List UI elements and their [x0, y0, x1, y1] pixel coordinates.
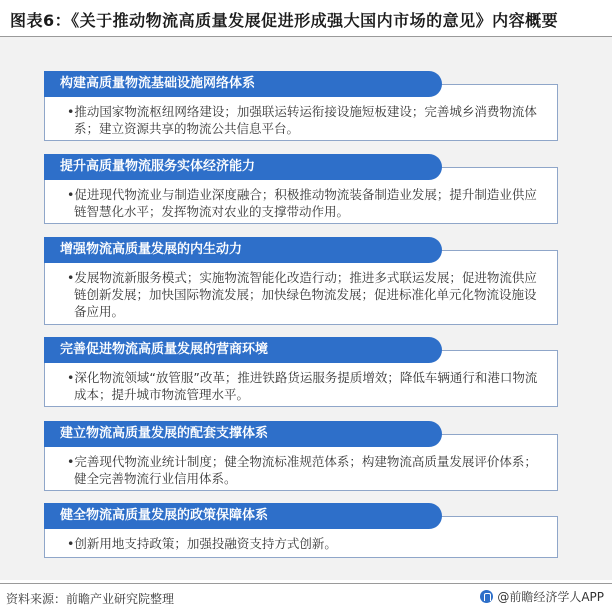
bullet-text: •深化物流领域“放管服”改革；推进铁路货运服务提质增效；降低车辆通行和港口物流成本；提升城市物流管理水平。 — [67, 370, 538, 402]
section-heading: 提升高质量物流服务实体经济能力 — [44, 154, 442, 180]
section-bullet — [67, 186, 547, 220]
content-panel — [0, 37, 612, 580]
bullet-text: •创新用地支持政策；加强投融资支持方式创新。 — [67, 536, 337, 551]
section-heading: 健全物流高质量发展的政策保障体系 — [44, 503, 442, 529]
figure-title: 图表6：《关于推动物流高质量发展促进形成强大国内市场的意见》内容概要 — [10, 11, 559, 30]
source-note: 资料来源：前瞻产业研究院整理 — [6, 592, 175, 606]
section-bullet — [67, 103, 547, 137]
footer-divider — [0, 583, 612, 584]
bullet-text: •推动国家物流枢纽网络建设；加强联运转运衔接设施短板建设；完善城乡消费物流体系；建立资源共享的物流公共信息平台。 — [67, 104, 537, 136]
bullet-text: •发展物流新服务模式；实施物流智能化改造行动；推进多式联运发展；促进物流供应链创新发展；加快国际物流发展；加快绿色物流发展；促进标准化单元化物流设施设备应用。 — [67, 270, 537, 319]
bullet-text: •完善现代物流业统计制度；健全物流标准规范体系；构建物流高质量发展评价体系；健全完善物流行业信用体系。 — [67, 454, 537, 486]
section-heading: 增强物流高质量发展的内生动力 — [44, 237, 442, 263]
brand-text: @前瞻经济学人APP — [497, 590, 604, 604]
bullet-text: •促进现代物流业与制造业深度融合；积极推动物流装备制造业发展；提升制造业供应链智慧化水平；发挥物流对农业的支撑带动作用。 — [67, 187, 537, 219]
brand-label — [480, 588, 604, 605]
section-bullet — [67, 369, 547, 403]
section-heading: 建立物流高质量发展的配套支撑体系 — [44, 421, 442, 447]
section-bullet — [67, 535, 547, 552]
section-bullet — [67, 453, 547, 487]
brand-logo-icon — [480, 590, 493, 603]
section-heading: 构建高质量物流基础设施网络体系 — [44, 71, 442, 97]
section-bullet — [67, 269, 547, 320]
section-heading: 完善促进物流高质量发展的营商环境 — [44, 337, 442, 363]
